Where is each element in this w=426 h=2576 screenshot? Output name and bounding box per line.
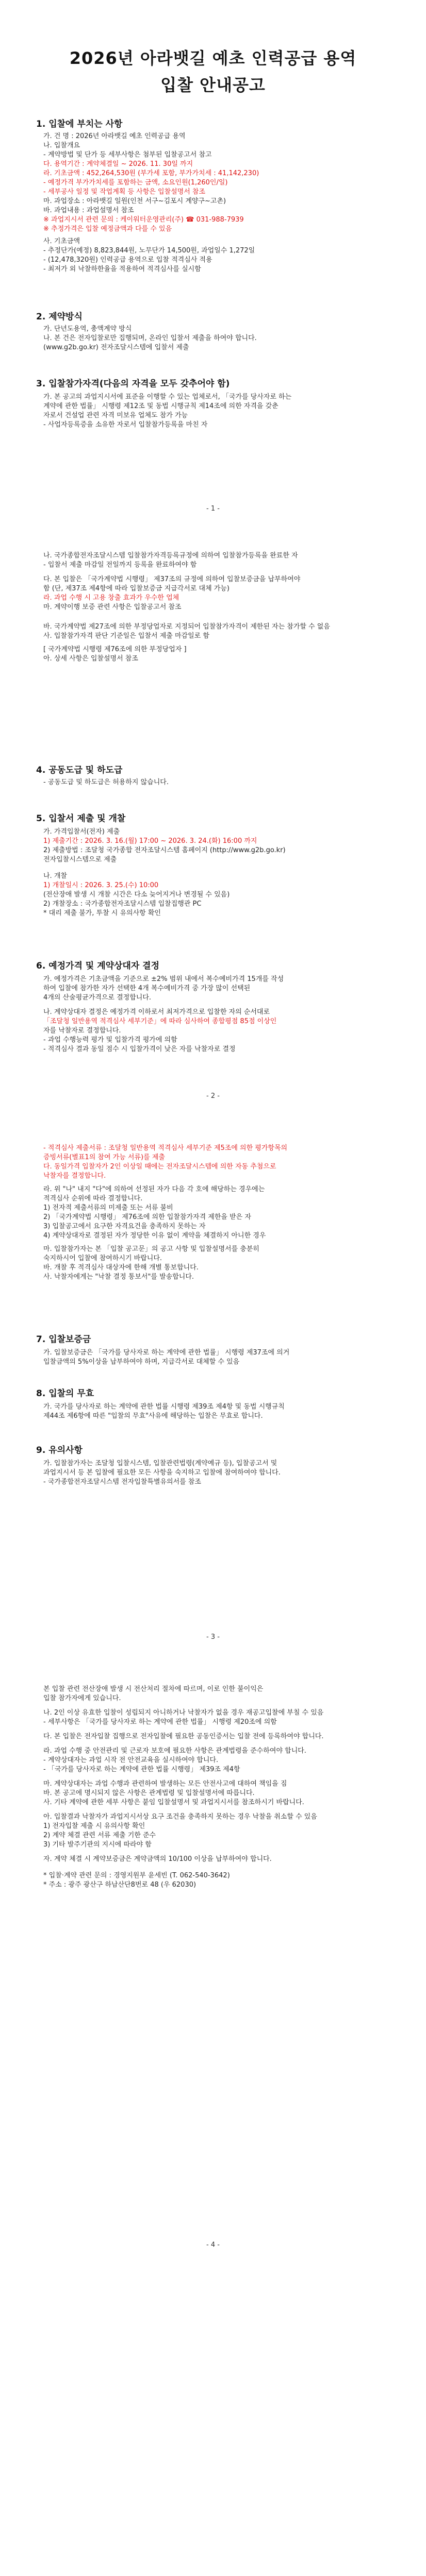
section-7-body <box>43 1348 389 1367</box>
s9-line: 본 입찰 관련 전산장애 발생 시 전산처리 절차에 따르며, 이로 인한 불이익은 <box>43 1685 264 1693</box>
section-4-body <box>43 778 389 787</box>
s5-line: 전자입찰시스템으로 제출 <box>43 856 117 863</box>
s5-line: 2) 제출방법 : 조달청 국가종합 전자조달시스템 홈페이지 (http://www.g2b.go.kr) <box>43 846 286 854</box>
s6-line: 숙지하시어 입찰에 참여하시기 바랍니다. <box>43 1255 162 1262</box>
s3-line: 계약에 관한 법률」 시행령 제12조 및 동법 시행규칙 제14조에 의한 자격을 갖춘 <box>43 402 278 410</box>
section-3-body <box>43 393 389 430</box>
s5-line: 나. 개찰 <box>43 872 67 880</box>
s6-line: 라. 위 "나" 내지 "다"에 의하여 선정된 자가 다음 각 호에 해당하는 경우에는 <box>43 1185 265 1193</box>
s1-line: 나. 입찰개요 <box>43 142 80 149</box>
s6-line: 2) 「국가계약법 시행령」 제76조에 의한 입찰참가자격 제한을 받은 자 <box>43 1213 251 1221</box>
s1-note-line: - (12,478,320원) 인력공급 용역으로 입찰 적격심사 적용 <box>43 256 212 264</box>
s3-line: 나. 국가종합전자조달시스템 입찰참가자격등록규정에 의하여 입찰참가등록을 완료한 자 <box>43 552 298 560</box>
s9-line: - 세부사항은 「국가를 당사자로 하는 계약에 관한 법률」 시행령 제20조에 의함 <box>43 1718 277 1726</box>
s9-line: 과업지시서 등 본 입찰에 필요한 모든 사항을 숙지하고 입찰에 참여하여야 합니다. <box>43 1469 281 1477</box>
section-3-heading: 3. 입찰참가자격(다음의 자격을 모두 갖추어야 함) <box>36 379 230 389</box>
s1-line: 라. 기초금액 : 452,264,530원 (부가세 포함, 부가가치세 : 41,142,230) <box>43 170 259 177</box>
section-6-body <box>43 975 389 1054</box>
s2-line: (www.g2b.go.kr) 전자조달시스템에 입찰서 제출 <box>43 344 189 351</box>
s9-line: 3) 기타 발주기관의 지시에 따라야 함 <box>43 1841 152 1849</box>
s6-line: - 적격심사 결과 동일 점수 시 입찰가격이 낮은 자를 낙찰자로 결정 <box>43 1045 236 1053</box>
section-1-heading: 1. 입찰에 부치는 사항 <box>36 119 123 129</box>
s9-line: 1) 전자입찰 제출 시 유의사항 확인 <box>43 1822 145 1830</box>
s3-line: 아. 상세 사항은 입찰설명서 참조 <box>43 655 138 663</box>
section-3-body-cont <box>43 551 389 664</box>
s1-note-line: - 최저가 외 낙찰하한율을 적용하여 적격심사를 실시함 <box>43 265 201 273</box>
s3-line: 함 (단, 제37조 제4항에 따라 입찰보증금 지급각서로 대체 가능) <box>43 585 230 592</box>
section-9-heading: 9. 유의사항 <box>36 1445 83 1455</box>
s3-line: 다. 본 입찰은 「국가계약법 시행령」 제37조의 규정에 의하여 입찰보증금을 납부하여야 <box>43 575 301 583</box>
s6-line: 다. 동일가격 입찰자가 2인 이상일 때에는 전자조달시스템에 의한 자동 추첨으로 <box>43 1163 276 1171</box>
s6-line: - 과업 수행능력 평가 및 입찰가격 평가에 의함 <box>43 1036 177 1044</box>
page-number: - 3 - <box>206 1633 220 1641</box>
s9-line: * 입찰·계약 관련 문의 : 경영지원부 윤세빈 (T. 062-540-3642) <box>43 1872 230 1879</box>
s5-line: (전산장애 발생 시 개찰 시간은 다소 늦어지거나 변경될 수 있음) <box>43 891 230 899</box>
s1-line: - 세부공사 일정 및 작업계획 등 사항은 입찰설명서 참조 <box>43 188 206 196</box>
section-6-body-cont <box>43 1144 389 1282</box>
s1-line: 다. 용역기간 : 계약체결일 ~ 2026. 11. 30일 까지 <box>43 160 193 168</box>
document-title: 2026년 아라뱃길 예초 인력공급 용역 <box>69 48 357 68</box>
s3-line: 자로서 건설업 관련 자격 미보유 업체도 참가 가능 <box>43 412 188 419</box>
s9-line: - 「국가를 당사자로 하는 계약에 관한 법률 시행령」 제39조 제4항 <box>43 1766 240 1773</box>
s1-line: - 계약방법 및 단가 등 세부사항은 첨부된 입찰공고서 참고 <box>43 151 212 159</box>
section-7-heading: 7. 입찰보증금 <box>36 1334 91 1345</box>
s6-line: 3) 입찰공고에서 요구한 자격요건을 충족하지 못하는 자 <box>43 1223 206 1230</box>
s2-line: 나. 본 건은 전자입찰로만 집행되며, 온라인 입찰서 제출을 하여야 합니다. <box>43 334 257 342</box>
section-4-heading: 4. 공동도급 및 하도급 <box>36 765 123 775</box>
s7-line: 가. 입찰보증금은 「국가를 당사자로 하는 계약에 관한 법률」 시행령 제37조에 의거 <box>43 1349 290 1357</box>
s5-line: * 대리 제출 불가, 투찰 시 유의사항 확인 <box>43 909 161 917</box>
s9-line: - 계약상대자는 과업 시작 전 안전교육을 실시하여야 합니다. <box>43 1756 219 1764</box>
s1-line: ※ 과업지시서 관련 문의 : 케이워터운영관리(주) ☎ 031-988-7939 <box>43 216 244 224</box>
s3-line: 마. 계약이행 보증 관련 사항은 입찰공고서 참조 <box>43 603 182 611</box>
section-5-body <box>43 827 389 918</box>
s5-line: 2) 개찰장소 : 국가종합전자조달시스템 입찰집행관 PC <box>43 900 202 908</box>
section-2-body <box>43 325 389 352</box>
s7-line: 입찰금액의 5%이상을 납부하여야 하며, 지급각서로 대체할 수 있음 <box>43 1358 240 1366</box>
s6-line: 바. 개찰 후 적격심사 대상자에 한해 개별 통보합니다. <box>43 1264 199 1272</box>
s6-line: 낙찰자를 결정합니다. <box>43 1172 106 1180</box>
s3-line: - 입찰서 제출 마감일 전일까지 등록을 완료하여야 함 <box>43 561 197 569</box>
document-subtitle: 입찰 안내공고 <box>160 75 266 95</box>
s1-line: 마. 과업장소 : 아라뱃길 일원(인천 서구~김포시 계양구~고촌) <box>43 197 226 205</box>
s3-line: - 사업자등록증을 소유한 자로서 입찰참가등록을 마친 자 <box>43 421 208 429</box>
s9-line: 마. 계약상대자는 과업 수행과 관련하여 발생하는 모든 안전사고에 대하여 책임을 짐 <box>43 1780 287 1788</box>
s6-line: 사. 낙찰자에게는 "낙찰 결정 통보서"를 발송합니다. <box>43 1273 194 1281</box>
section-8-body <box>43 1402 389 1421</box>
s6-line: 적격심사 순위에 따라 결정합니다. <box>43 1195 143 1202</box>
s9-line: - 국가종합전자조달시스템 전자입찰특별유의서를 참조 <box>43 1478 201 1486</box>
s6-line: 4개의 산술평균가격으로 결정합니다. <box>43 994 152 1002</box>
section-9-body <box>43 1459 389 1487</box>
s9-line: 바. 본 공고에 명시되지 않은 사항은 관계법령 및 입찰설명서에 따릅니다. <box>43 1789 255 1797</box>
s9-line: * 주소 : 광주 광산구 하남산단8번로 48 (우 62030) <box>43 1881 196 1889</box>
s9-line: 사. 기타 계약에 관한 세부 사항은 붙임 입찰설명서 및 과업지시서를 참조하시기 바랍니다. <box>43 1799 304 1806</box>
section-5-heading: 5. 입찰서 제출 및 개찰 <box>36 814 126 824</box>
section-9-body-cont <box>43 1685 389 1890</box>
s3-line: 사. 입찰참가자격 판단 기준일은 입찰서 제출 마감일로 함 <box>43 632 209 640</box>
s6-line: 마. 입찰참가자는 본 「입찰 공고문」의 공고 사항 및 입찰설명서를 충분히 <box>43 1245 259 1253</box>
s6-line: 「조달청 일반용역 적격심사 세부기준」에 따라 심사하여 종합평점 85점 이상인 <box>43 1018 277 1025</box>
s9-line: 자. 계약 체결 시 계약보증금은 계약금액의 10/100 이상을 납부하여야 합니다. <box>43 1855 272 1863</box>
s6-line: 1) 전자적 제출서류의 미제출 또는 서류 불비 <box>43 1204 173 1212</box>
page-number: - 4 - <box>206 2241 220 2249</box>
s5-line: 가. 가격입찰서(전자) 제출 <box>43 828 120 836</box>
s5-line: 1) 제출기간 : 2026. 3. 16.(월) 17:00 ~ 2026. 3. 24.(화) 16:00 까지 <box>43 837 257 845</box>
s5-line: 1) 개찰일시 : 2026. 3. 25.(수) 10:00 <box>43 882 159 889</box>
s9-line: 2) 계약 체결 관련 서류 제출 기한 준수 <box>43 1832 156 1839</box>
s9-line: 라. 과업 수행 중 안전관리 및 근로자 보호에 필요한 사항은 관계법령을 준수하여야 합니다. <box>43 1747 306 1755</box>
s8-line: 가. 국가를 당사자로 하는 계약에 관한 법률 시행령 제39조 제4항 및 동법 시행규칙 <box>43 1403 285 1411</box>
s6-line: 가. 예정가격은 기초금액을 기준으로 ±2% 범위 내에서 복수예비가격 15개를 작성 <box>43 975 284 983</box>
s2-line: 가. 단년도용역, 총액계약 방식 <box>43 325 132 333</box>
s6-line: 하여 입찰에 참가한 자가 선택한 4개 복수예비가격 중 가장 많이 선택된 <box>43 985 251 992</box>
s3-line: 바. 국가계약법 제27조에 의한 부정당업자로 지정되어 입찰참가자격이 제한된 자는 참가할 수 없음 <box>43 623 330 631</box>
s9-line: 가. 입찰참가자는 조달청 입찰시스템, 입찰관련법령(계약예규 등), 입찰공고서 및 <box>43 1460 277 1467</box>
s6-line: - 적격심사 제출서류 : 조달청 일반용역 적격심사 세부기준 제5조에 의한 평가항목의 <box>43 1144 288 1152</box>
s6-line: 4) 계약상대자로 결정된 자가 정당한 이유 없이 계약을 체결하지 아니한 경우 <box>43 1232 266 1240</box>
page-number: - 2 - <box>206 1092 220 1100</box>
s1-line: 바. 과업내용 : 과업설명서 참조 <box>43 207 134 214</box>
s3-line: 라. 과업 수행 시 고용 창출 효과가 우수한 업체 <box>43 594 179 602</box>
page-number: - 1 - <box>206 505 220 513</box>
section-8-heading: 8. 입찰의 무효 <box>36 1388 94 1399</box>
s1-line: ※ 추정가격은 입찰 예정금액과 다를 수 있음 <box>43 225 172 233</box>
s6-line: 증빙서류(별표1의 참여 가능 서류)를 제출 <box>43 1154 165 1161</box>
s1-note-line: - 추정단가(예정) 8,823,844원, 노무단가 14,500원, 과업일수 1,272일 <box>43 247 255 255</box>
section-6-heading: 6. 예정가격 및 계약상대자 결정 <box>36 961 160 971</box>
s3-line: [ 국가계약법 시행령 제76조에 의한 부정당업자 ] <box>43 646 187 653</box>
s4-line: - 공동도급 및 하도급은 허용하지 않습니다. <box>43 778 169 786</box>
s9-line: 나. 2인 이상 유효한 입찰이 성립되지 아니하거나 낙찰자가 없을 경우 재공고입찰에 부칠 수 있음 <box>43 1709 324 1717</box>
s9-line: 다. 본 입찰은 전자입찰 집행으로 전자입찰에 필요한 공동인증서는 입찰 전에 등록하여야 합니다. <box>43 1733 324 1740</box>
s1-note-line: 사. 기초금액 <box>43 238 80 245</box>
s6-line: 자를 낙찰자로 결정합니다. <box>43 1027 121 1035</box>
s9-line: 아. 입찰결과 낙찰자가 과업지시서상 요구 조건을 충족하지 못하는 경우 낙찰을 취소할 수 있음 <box>43 1813 317 1821</box>
s1-line: 가. 건 명 : 2026년 아라뱃길 예초 인력공급 용역 <box>43 132 186 140</box>
section-1-body <box>43 132 389 274</box>
s3-line: 가. 본 공고의 과업지시서에 표준을 이행할 수 있는 업체로서, 「국가를 당사자로 하는 <box>43 393 292 401</box>
s6-line: 나. 계약상대자 결정은 예정가격 이하로서 최저가격으로 입찰한 자의 순서대로 <box>43 1008 270 1016</box>
section-2-heading: 2. 제약방식 <box>36 312 83 322</box>
s9-line: 입찰 참가자에게 있습니다. <box>43 1694 121 1702</box>
s1-line: - 예정가격 부가가치세를 포함하는 금액, 소요인원(1,260인/일) <box>43 179 228 187</box>
s8-line: 제44조 제6항에 따른 "입찰의 무효"사유에 해당하는 입찰은 무효로 합니다. <box>43 1412 263 1420</box>
